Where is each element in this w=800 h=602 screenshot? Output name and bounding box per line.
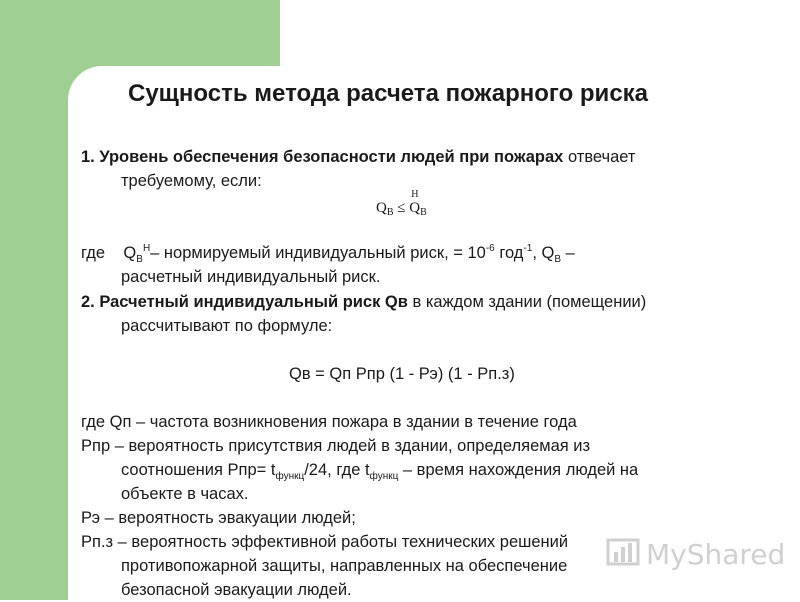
rpr-l2b: /24, где t	[304, 461, 370, 479]
def-rpr-line2	[121, 458, 638, 482]
formula1-sub: В	[386, 207, 394, 218]
slide-title: Сущность метода расчета пожарного риска	[128, 80, 649, 107]
def-rpr-line1: Рпр – вероятность присутствия людей в здании, определяемая из	[81, 437, 591, 455]
gde-year: год	[494, 244, 524, 262]
p1-line1	[81, 145, 771, 169]
formula1-q2: Q	[409, 200, 421, 216]
formula1-sup: Н	[411, 189, 419, 200]
p2-line2: рассчитывают по формуле:	[121, 317, 333, 335]
gde-sub2: В	[554, 254, 562, 265]
rpr-l2c: – время нахождения людей на	[398, 461, 639, 479]
p2-line1	[81, 290, 646, 314]
gde-exp2: -1	[523, 243, 533, 254]
gde-q: , Q	[532, 244, 555, 262]
rpr-sub2: функц	[369, 471, 399, 482]
gde-prefix: где Q	[81, 244, 137, 262]
gde-exp1: -6	[485, 243, 495, 254]
rpr-sub1: функц	[275, 471, 305, 482]
gde-sub: В	[136, 254, 143, 265]
def-rpr-line3: объекте в часах.	[121, 485, 249, 503]
watermark	[606, 530, 786, 580]
formula-inequality	[376, 189, 427, 218]
p1-rest: отвечает	[563, 148, 636, 166]
formula1-leq: ≤	[393, 200, 410, 216]
rpr-l2a: соотношения Рпр= t	[121, 461, 276, 479]
gde-text: – нормируемый индивидуальный риск, = 10	[150, 244, 486, 262]
formula1-q: Q	[376, 200, 387, 216]
p2-rest: в каждом здании (помещении)	[407, 293, 647, 311]
chart-logo-icon	[606, 536, 642, 572]
p1-line2: требуемому, если:	[121, 172, 262, 190]
gde-sup: Н	[142, 243, 151, 254]
formula1-rhs	[409, 189, 427, 218]
p-gde-line1	[81, 241, 771, 265]
def-rpz-line2: противопожарной защиты, направленных на обеспечение	[121, 557, 568, 575]
formula1-sub2: В	[420, 207, 427, 218]
def-qp: где Qп – частота возникновения пожара в здании в течение года	[81, 413, 577, 431]
p-gde-line2: расчетный индивидуальный риск.	[121, 268, 381, 286]
def-rpz-line1: Рп.з – вероятность эффективной работы технических решений	[81, 533, 569, 551]
def-rpz-line3: безопасной эвакуации людей.	[121, 581, 352, 599]
p1-bold: 1. Уровень обеспечения безопасности людей при пожарах	[81, 148, 564, 166]
watermark-text: MyShared	[646, 538, 786, 571]
gde-dash: –	[561, 244, 575, 262]
formula-risk: Qв = Qп Рпр (1 - Рэ) (1 - Рп.з)	[289, 365, 515, 383]
p2-bold: 2. Расчетный индивидуальный риск Qв	[81, 293, 408, 311]
def-re: Рэ – вероятность эвакуации людей;	[81, 509, 356, 527]
